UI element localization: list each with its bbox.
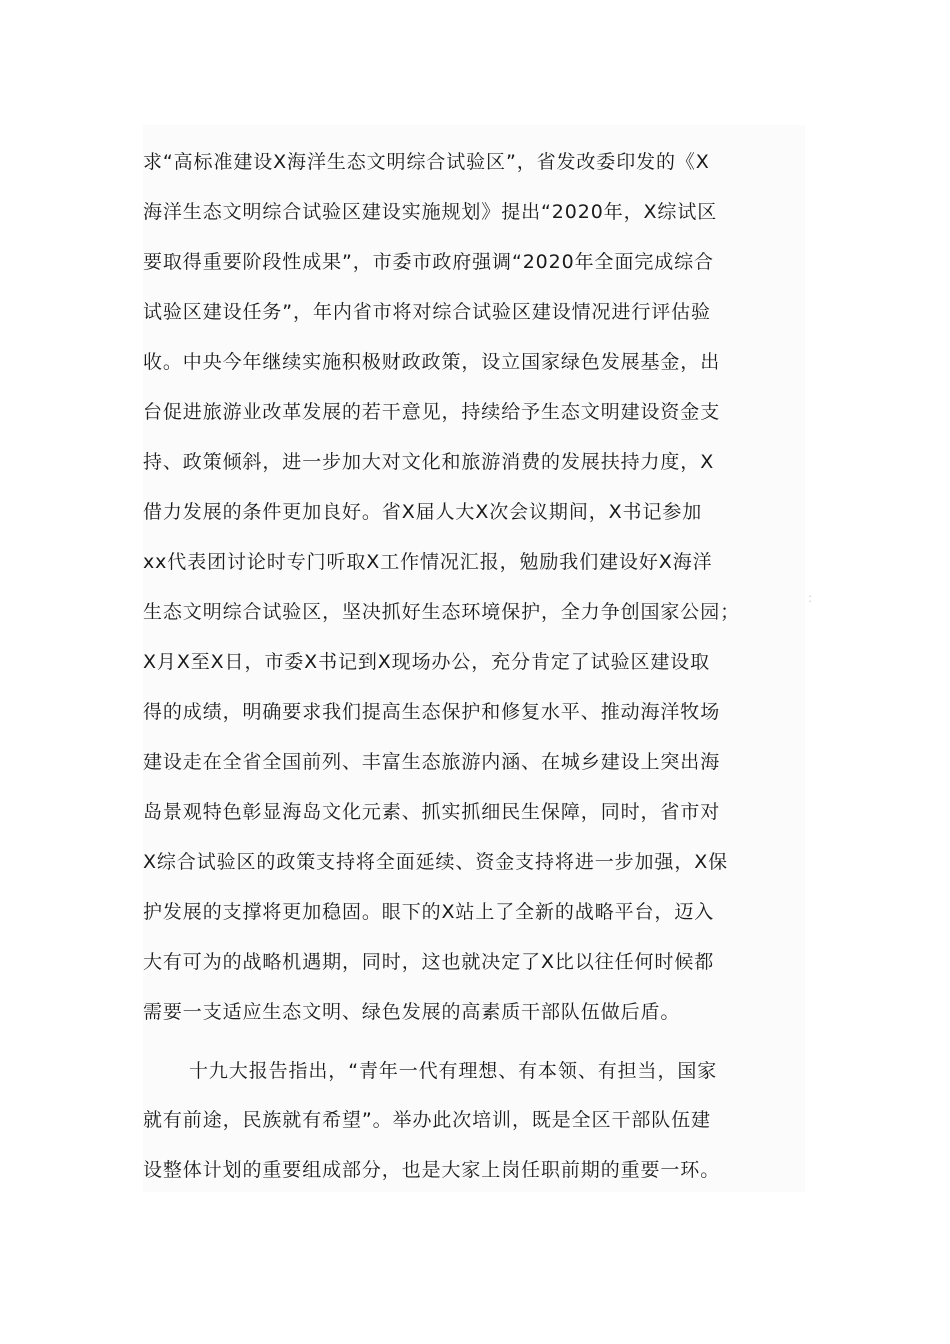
text-line: 台促进旅游业改革发展的若干意见，持续给予生态文明建设资金支 [143,401,721,423]
text-line: 岛景观特色彰显海岛文化元素、抓实抓细民生保障，同时，省市对 [143,801,721,823]
text-line: 建设走在全省全国前列、丰富生态旅游内涵、在城乡建设上突出海 [143,751,721,773]
text-block [143,125,805,1192]
text-line: 试验区建设任务”，年内省市将对综合试验区建设情况进行评估验 [143,301,711,323]
text-line: 大有可为的战略机遇期，同时，这也就决定了X比以往任何时候都 [143,951,715,973]
text-line: 求“高标准建设X海洋生态文明综合试验区”，省发改委印发的《X [143,151,710,173]
text-line: 海洋生态文明综合试验区建设实施规划》提出“2020年，X综试区 [143,201,718,223]
text-line: X月X至X日，市委X书记到X现场办公，充分肯定了试验区建设取 [143,651,711,673]
text-line: 生态文明综合试验区，坚决抓好生态环境保护，全力争创国家公园； [143,601,741,623]
text-line: 得的成绩，明确要求我们提高生态保护和修复水平、推动海洋牧场 [143,701,721,723]
text-line: 借力发展的条件更加良好。省X届人大X次会议期间，X书记参加 [143,501,703,523]
text-line: 收。中央今年继续实施积极财政政策，设立国家绿色发展基金，出 [143,351,721,373]
text-line: 就有前途，民族就有希望”。举办此次培训，既是全区干部队伍建 [143,1109,711,1131]
text-line: X综合试验区的政策支持将全面延续、资金支持将进一步加强，X保 [143,851,729,873]
margin-mark: : [808,591,813,605]
text-line: 持、政策倾斜，进一步加大对文化和旅游消费的发展扶持力度，X [143,451,715,473]
text-line: 护发展的支撑将更加稳固。眼下的X站上了全新的战略平台，迈入 [143,901,715,923]
text-line: 设整体计划的重要组成部分，也是大家上岗任职前期的重要一环。 [143,1159,721,1181]
text-line: 要取得重要阶段性成果”，市委市政府强调“2020年全面完成综合 [143,251,714,273]
text-line: 十九大报告指出，“青年一代有理想、有本领、有担当，国家 [189,1060,718,1082]
text-line: 需要一支适应生态文明、绿色发展的高素质干部队伍做后盾。 [143,1001,681,1023]
text-line: xx代表团讨论时专门听取X工作情况汇报，勉励我们建设好X海洋 [143,551,713,573]
